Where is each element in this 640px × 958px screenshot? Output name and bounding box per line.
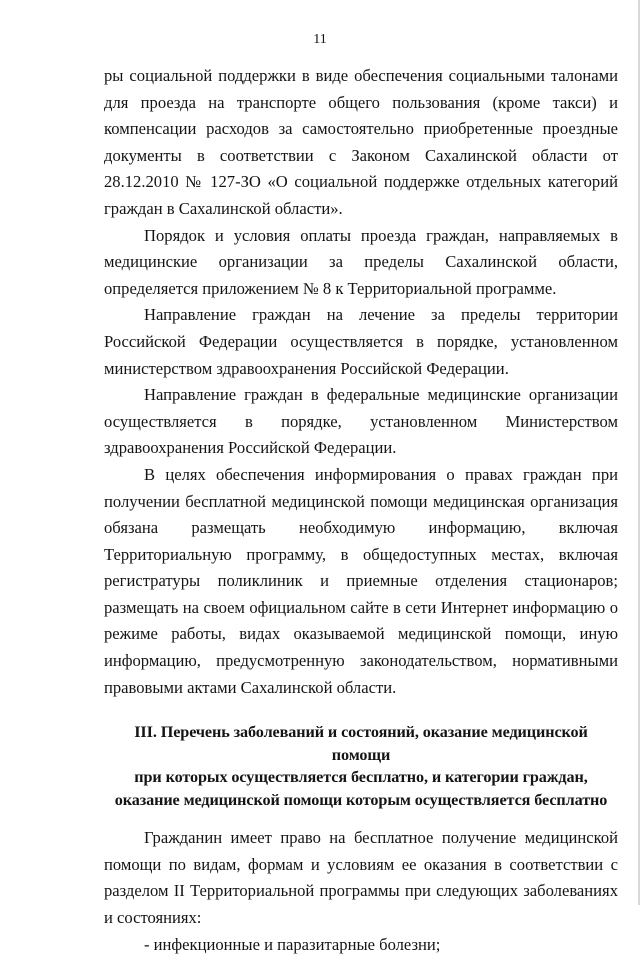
- paragraph-continuation: ры социальной поддержки в виде обеспечения социальными талонами для проезда на транспорте общего пользования (кроме такси) и компенсации расходов за самостоятельно приобретенные проездные документы в соответствии с Законом Сахалинской области от 28.12.2010 № 127-ЗО «О социальной поддержке отдельных категорий граждан в Сахалинской области».: [104, 66, 618, 218]
- section-heading-line: III. Перечень заболеваний и состояний, оказание медицинской помощи: [134, 723, 588, 764]
- paragraph-information: В целях обеспечения информирования о правах граждан при получении бесплатной медицинской помощи медицинская организация обязана размещать необходимую информацию, включая Территориальную программу, в общедоступных местах, включая регистратуры поликлиник и приемные отделения стационаров; размещать на своем официальном сайте в сети Интернет информацию о режиме работы, видах оказываемой медицинской помощи, иную информацию, предусмотренную законодательством, нормативными правовыми актами Сахалинской области.: [104, 464, 618, 697]
- document-body: [104, 63, 618, 958]
- section-paragraph: Гражданин имеет право на бесплатное получение медицинской помощи по видам, формам и условиям ее оказания в соответствии с разделом II Территориальной программы при следующих заболеваниях и состояниях:: [104, 828, 618, 928]
- list-item: - инфекционные и паразитарные болезни;: [144, 934, 441, 954]
- section-heading-line: при которых осуществляется бесплатно, и категории граждан,: [134, 768, 588, 787]
- page-number: 11: [313, 32, 327, 47]
- paragraph-travel-payment: Порядок и условия оплаты проезда граждан, направляемых в медицинские организации за пределы Сахалинской области, определяется приложением № 8 к Территориальной программе.: [104, 225, 618, 298]
- section-heading: [104, 721, 618, 811]
- paragraph-federal-organizations: Направление граждан в федеральные медицинские организации осуществляется в порядке, установленном Министерством здравоохранения Российской Федерации.: [104, 385, 618, 458]
- paragraph-treatment-abroad: Направление граждан на лечение за пределы территории Российской Федерации осуществляется в порядке, установленном министерством здравоохранения Российской Федерации.: [104, 305, 618, 378]
- section-heading-line: оказание медицинской помощи которым осуществляется бесплатно: [114, 790, 608, 809]
